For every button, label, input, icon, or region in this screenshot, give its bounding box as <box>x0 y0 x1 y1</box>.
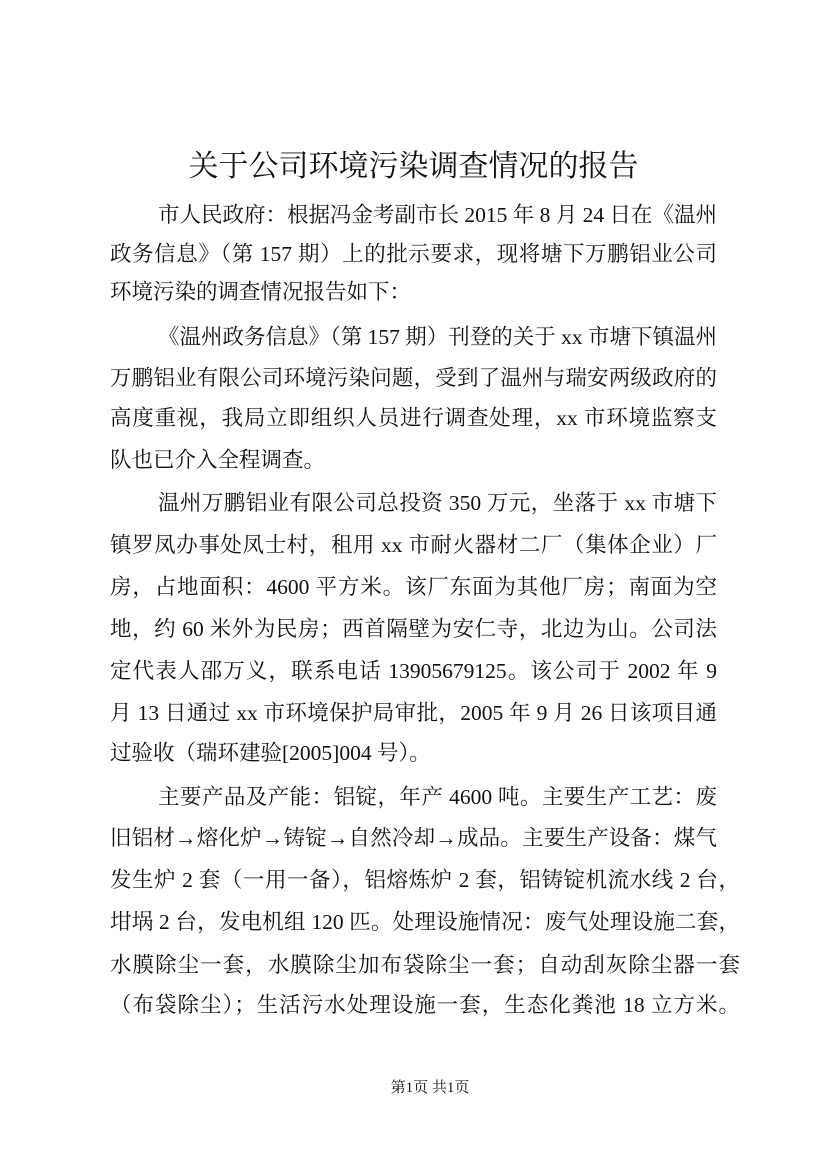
paragraph-line: 政务信息》（第 157 期）上的批示要求，现将塘下万鹏铝业公司 <box>110 242 717 266</box>
page-footer: 第1页 共1页 <box>390 1080 470 1096</box>
paragraph-line: 月 13 日通过 xx 市环境保护局审批，2005 年 9 月 26 日该项目通 <box>110 701 717 725</box>
paragraph-line: 温州万鹏铝业有限公司总投资 350 万元，坐落于 xx 市塘下 <box>158 491 717 515</box>
paragraph-line: 旧铝材→熔化炉→铸锭→自然冷却→成品。主要生产设备：煤气 <box>110 826 717 850</box>
paragraph-line: 主要产品及产能：铝锭，年产 4600 吨。主要生产工艺：废 <box>158 785 717 809</box>
paragraph-line: 地，约 60 米外为民房；西首隔壁为安仁寺，北边为山。公司法 <box>110 617 717 641</box>
paragraph-line: 水膜除尘一套，水膜除尘加布袋除尘一套；自动刮灰除尘器一套 <box>110 953 740 977</box>
paragraph-line: 镇罗凤办事处凤士村，租用 xx 市耐火器材二厂（集体企业）厂 <box>110 533 717 557</box>
paragraph-line: 坩埚 2 台，发电机组 120 匹。处理设施情况：废气处理设施二套， <box>110 910 740 934</box>
paragraph-line: 发生炉 2 套（一用一备），铝熔炼炉 2 套，铝铸锭机流水线 2 台， <box>110 868 740 892</box>
paragraph-line: 过验收（瑞环建验[2005]004 号）。 <box>110 741 431 765</box>
paragraph-line: 高度重视，我局立即组织人员进行调查处理，xx 市环境监察支 <box>110 406 717 430</box>
paragraph-line: （布袋除尘）；生活污水处理设施一套，生态化粪池 18 立方米。 <box>110 993 740 1017</box>
paragraph-line: 队也已介入全程调查。 <box>110 448 326 472</box>
paragraph-line: 定代表人邵万义，联系电话 13905679125。该公司于 2002 年 9 <box>110 659 717 683</box>
paragraph-line: 万鹏铝业有限公司环境污染问题，受到了温州与瑞安两级政府的 <box>110 366 717 390</box>
document-title: 关于公司环境污染调查情况的报告 <box>188 150 639 183</box>
paragraph-line: 市人民政府：根据冯金考副市长 2015 年 8 月 24 日在《温州 <box>158 203 718 227</box>
paragraph-line: 环境污染的调查情况报告如下： <box>110 280 412 304</box>
paragraph-line: 房，占地面积：4600 平方米。该厂东面为其他厂房；南面为空 <box>110 575 717 599</box>
paragraph-line: 《温州政务信息》（第 157 期）刊登的关于 xx 市塘下镇温州 <box>158 325 718 349</box>
